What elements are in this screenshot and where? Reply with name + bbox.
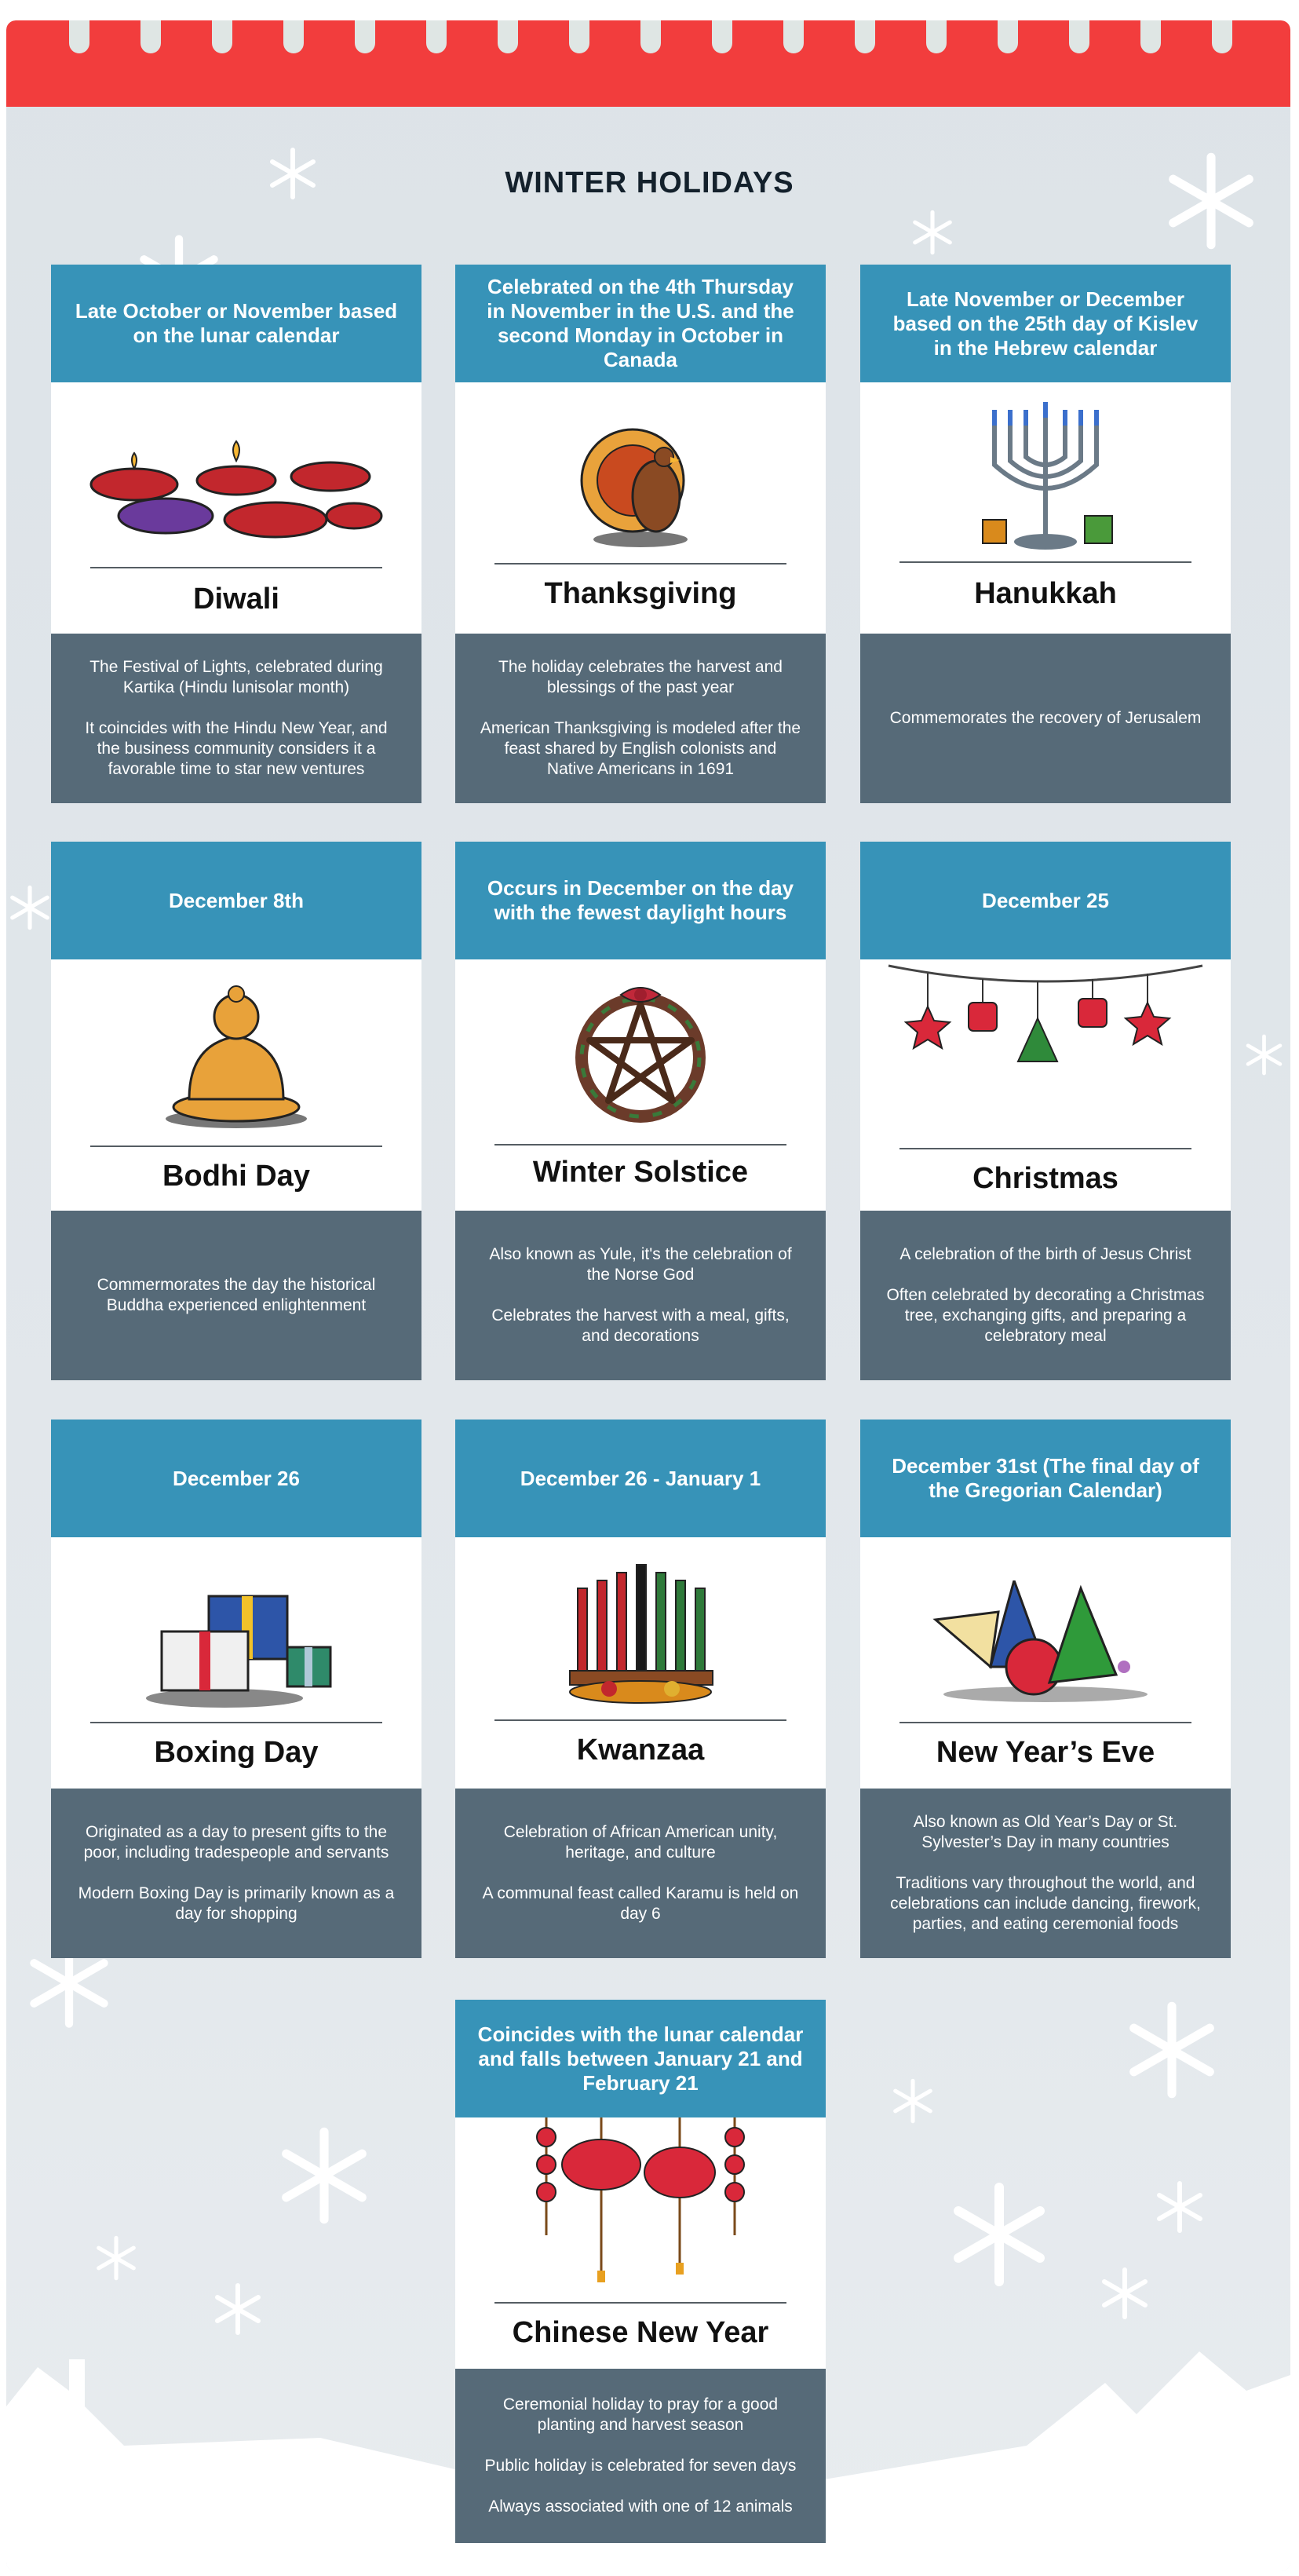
- holiday-image-area: [51, 382, 421, 634]
- holiday-image-area: [860, 959, 1231, 1211]
- holiday-name: Chinese New Year: [512, 2316, 769, 2349]
- binding-ring: [926, 20, 947, 53]
- holiday-name: Hanukkah: [974, 577, 1117, 610]
- description-line: Also known as Old Year’s Day or St. Sylvester’s Day in many countries: [913, 1813, 1178, 1851]
- holiday-card-chinese-new-year: [455, 2000, 826, 2543]
- holiday-name: Christmas: [972, 1162, 1118, 1195]
- binding-ring: [569, 20, 589, 53]
- holiday-description: [860, 1211, 1231, 1380]
- holiday-date: Late October or November based on the lunar calendar: [51, 265, 421, 382]
- divider: [90, 1722, 382, 1723]
- binding-ring: [140, 20, 161, 53]
- holiday-description: [51, 634, 421, 803]
- holiday-description: [455, 634, 826, 803]
- snowflake-icon: [1121, 1999, 1223, 2101]
- holiday-description: [455, 1211, 826, 1380]
- description-line: Celebration of African American unity, heritage, and culture: [503, 1823, 778, 1862]
- snowflake-icon: [944, 2180, 1054, 2289]
- binding-ring: [1212, 20, 1232, 53]
- holiday-name: Thanksgiving: [544, 577, 737, 610]
- binding-ring: [355, 20, 375, 53]
- holiday-name: New Year’s Eve: [936, 1736, 1155, 1769]
- description-line: Often celebrated by decorating a Christmas tree, exchanging gifts, and preparing a celebratory meal: [886, 1286, 1205, 1345]
- holiday-description: [860, 1789, 1231, 1958]
- holiday-name: Winter Solstice: [532, 1156, 749, 1189]
- description-line: Modern Boxing Day is primarily known as a day for shopping: [78, 1884, 395, 1923]
- holiday-date: December 26 - January 1: [455, 1420, 826, 1537]
- holiday-image-area: [455, 2117, 826, 2369]
- holiday-image-area: [860, 1537, 1231, 1789]
- holiday-image-area: [860, 382, 1231, 634]
- holiday-image-area: [455, 1537, 826, 1789]
- page-title: WINTER HOLIDAYS: [505, 166, 794, 199]
- holiday-name: Boxing Day: [154, 1736, 319, 1769]
- holiday-date: December 31st (The final day of the Gregorian Calendar): [860, 1420, 1231, 1537]
- divider: [494, 563, 786, 565]
- binding-ring: [855, 20, 875, 53]
- description-line: Public holiday is celebrated for seven days: [484, 2457, 797, 2475]
- chinese-lanterns-illustration: [523, 2117, 758, 2282]
- divider: [899, 1148, 1191, 1149]
- description-line: Commermorates the day the historical Buddha experienced enlightenment: [97, 1276, 376, 1314]
- description-line: Also known as Yule, it's the celebration of the Norse God: [489, 1245, 792, 1284]
- snowflake-icon: [1160, 150, 1262, 252]
- divider: [494, 1719, 786, 1721]
- buddha-statue-illustration: [158, 981, 315, 1131]
- holiday-date: December 25: [860, 842, 1231, 959]
- divider: [90, 1145, 382, 1147]
- holiday-date: Celebrated on the 4th Thursday in November in the U.S. and the second Monday in October in Canada: [455, 265, 826, 382]
- holiday-card-diwali: [51, 265, 421, 803]
- holiday-date: Occurs in December on the day with the fewest daylight hours: [455, 842, 826, 959]
- snowflake-icon: [889, 2077, 936, 2125]
- description-line: A communal feast called Karamu is held on day 6: [482, 1884, 799, 1923]
- snowflake-icon: [1242, 1033, 1286, 1076]
- holiday-date: December 26: [51, 1420, 421, 1537]
- divider: [90, 567, 382, 568]
- binding-ring: [640, 20, 661, 53]
- holiday-card-winter-solstice: [455, 842, 826, 1380]
- snowflake-icon: [1152, 2180, 1207, 2234]
- holiday-image-area: [455, 959, 826, 1211]
- holiday-image-area: [51, 959, 421, 1211]
- description-line: American Thanksgiving is modeled after the feast shared by English colonists and Native Americans in 1691: [480, 719, 801, 778]
- holiday-image-area: [51, 1537, 421, 1789]
- description-line: Traditions vary throughout the world, and celebrations can include dancing, firework, parties, and eating ceremonial foods: [890, 1874, 1201, 1933]
- ornament-garland-illustration: [881, 959, 1210, 1077]
- binding-ring: [426, 20, 447, 53]
- holiday-description: [455, 2369, 826, 2543]
- description-line: Ceremonial holiday to pray for a good planting and harvest season: [502, 2395, 779, 2434]
- divider: [494, 2302, 786, 2304]
- holiday-description: [51, 1789, 421, 1958]
- description-line: Commemorates the recovery of Jerusalem: [889, 709, 1202, 727]
- holiday-image-area: [455, 382, 826, 634]
- holiday-card-new-years-eve: [860, 1420, 1231, 1958]
- holiday-name: Diwali: [193, 583, 279, 616]
- divider: [899, 561, 1191, 563]
- holiday-name: Kwanzaa: [576, 1734, 705, 1767]
- kinara-candles-illustration: [562, 1557, 719, 1706]
- party-hats-illustration: [928, 1580, 1163, 1706]
- snowflake-icon: [6, 884, 53, 931]
- pentagram-wreath-illustration: [566, 979, 715, 1128]
- binding-ring: [69, 20, 89, 53]
- holiday-card-kwanzaa: [455, 1420, 826, 1958]
- holiday-card-boxing-day: [51, 1420, 421, 1958]
- binding-ring: [1140, 20, 1161, 53]
- snowflake-icon: [273, 2125, 375, 2227]
- binding-ring: [998, 20, 1018, 53]
- turkey-illustration: [570, 418, 711, 551]
- description-line: Always associated with one of 12 animals: [488, 2497, 793, 2516]
- divider: [494, 1144, 786, 1145]
- oil-lamps-illustration: [87, 437, 385, 555]
- binding-ring: [1069, 20, 1089, 53]
- description-line: Celebrates the harvest with a meal, gifts, and decorations: [491, 1306, 790, 1345]
- description-line: Originated as a day to present gifts to the poor, including tradespeople and servants: [83, 1823, 389, 1862]
- gift-boxes-illustration: [138, 1584, 334, 1710]
- holiday-card-thanksgiving: [455, 265, 826, 803]
- menorah-illustration: [967, 402, 1124, 559]
- holiday-description: [860, 634, 1231, 803]
- holiday-card-bodhi-day: [51, 842, 421, 1380]
- binding-ring: [283, 20, 304, 53]
- binding-ring: [212, 20, 232, 53]
- holiday-description: [455, 1789, 826, 1958]
- holiday-name: Bodhi Day: [162, 1160, 310, 1193]
- snowflake-icon: [909, 209, 956, 256]
- holiday-card-hanukkah: [860, 265, 1231, 803]
- description-line: The Festival of Lights, celebrated during Kartika (Hindu lunisolar month): [89, 658, 383, 696]
- binding-ring: [712, 20, 732, 53]
- holiday-card-christmas: [860, 842, 1231, 1380]
- binding-ring: [783, 20, 804, 53]
- description-line: The holiday celebrates the harvest and blessings of the past year: [498, 658, 783, 696]
- holiday-date: December 8th: [51, 842, 421, 959]
- divider: [899, 1722, 1191, 1723]
- snowflake-icon: [93, 2234, 140, 2282]
- holiday-date: Coincides with the lunar calendar and falls between January 21 and February 21: [455, 2000, 826, 2117]
- holiday-description: [51, 1211, 421, 1380]
- holiday-date: Late November or December based on the 25th day of Kislev in the Hebrew calendar: [860, 265, 1231, 382]
- binding-ring: [498, 20, 518, 53]
- description-line: A celebration of the birth of Jesus Christ: [899, 1245, 1191, 1263]
- description-line: It coincides with the Hindu New Year, and the business community considers it a favorable time to star new ventures: [85, 719, 388, 778]
